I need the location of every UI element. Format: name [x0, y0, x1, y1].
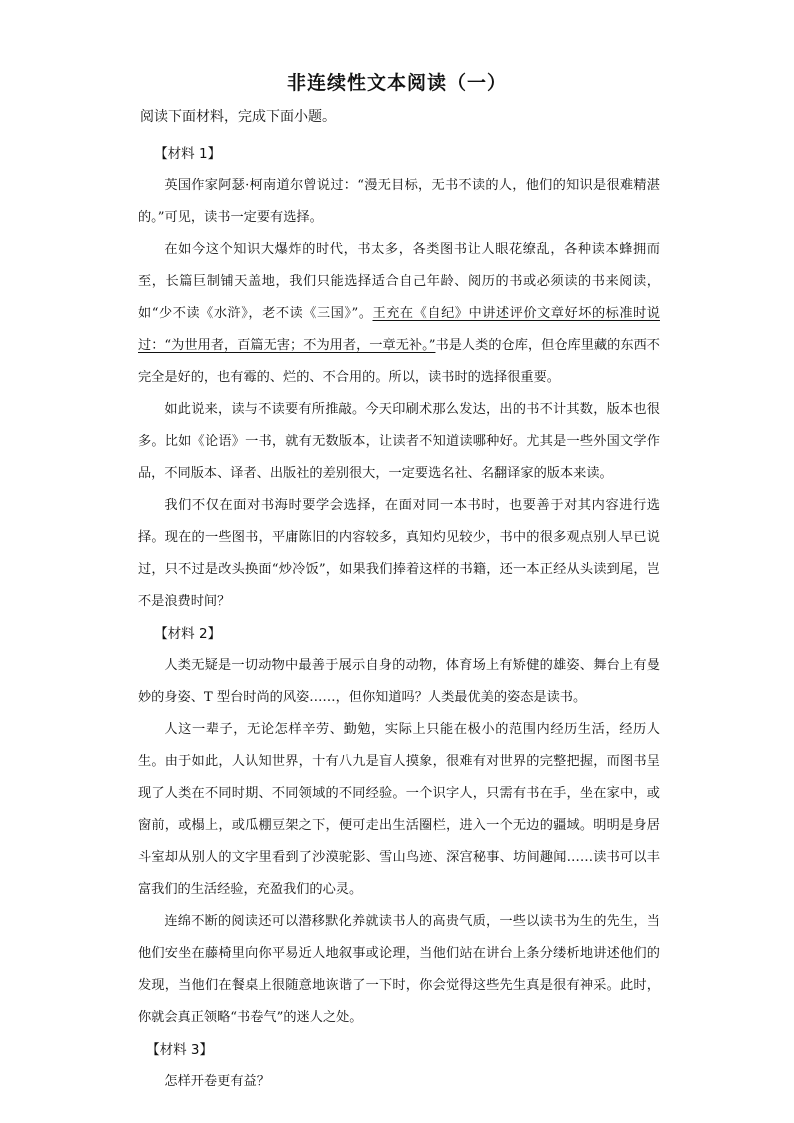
material-3-paragraph-1: 怎样开卷更有益？ [164, 1074, 270, 1089]
reading-material [138, 138, 660, 1098]
material-2-paragraph-1: 人类无疑是一切动物中最善于展示自身的动物，体育场上有矫健的雄姿、舞台上有曼妙的身姿、T 型台时尚的风姿……，但你知道吗？人类最优美的姿态是读书。 [138, 658, 660, 705]
material-2-paragraph-3: 连绵不断的阅读还可以潜移默化养就读书人的高贵气质，一些以读书为生的先生，当他们安坐在藤椅里向你平易近人地叙事或论理，当他们站在讲台上条分缕析地讲述他们的发现，当他们在餐桌上很随意地诙谐了一下时，你会觉得这些先生真是很有神采。此时，你就会真正领略“书卷气”的迷人之处。 [138, 914, 660, 1025]
material-3-heading: 【材料 3】 [146, 1042, 213, 1058]
underlined-quote: 王充在《自纪》中讲述评价文章好坏的标准时说过：“为世用者，百篇无害；不为用者，一章无补。” [138, 306, 660, 353]
material-1-paragraph-3: 如此说来，读与不读要有所推敲。今天印刷术那么发达，出的书不计其数，版本也很多。比如《论语》一书，就有无数版本，让读者不知道读哪种好。尤其是一些外国文学作品，不同版本、译者、出版社的差别很大，一定要选名社、名翻译家的版本来读。 [138, 402, 660, 481]
material-1-paragraph-4: 我们不仅在面对书海时要学会选择，在面对同一本书时，也要善于对其内容进行选择。现在的一些图书，平庸陈旧的内容较多，真知灼见较少，书中的很多观点别人早已说过，只不过是改头换面“炒冷饭”，如果我们捧着这样的书籍，还一本正经从头读到尾，岂不是浪费时间？ [138, 498, 660, 609]
material-1-paragraph-2 [138, 234, 660, 394]
page-title: 非连续性文本阅读（一） [286, 72, 507, 94]
material-1-paragraph-2-part-1: 在如今这个知识大爆炸的时代，书太多，各类图书让人眼花缭乱，各种读本蜂拥而至，长篇巨制铺天盖地，我们只能选择适合自己年龄、阅历的书或必须读的书来阅读，如“少不读《水浒》，老不读《三国》”。 [138, 242, 660, 321]
material-1-heading: 【材料 1】 [154, 146, 222, 162]
instruction-text: 阅读下面材料，完成下面小题。 [140, 109, 336, 125]
material-1-paragraph-2-part-2: 书是人类的仓库，但仓库里藏的东西不完全是好的，也有霉的、烂的、不合用的。所以，读书时的选择很重要。 [138, 338, 660, 385]
material-2-heading: 【材料 2】 [154, 626, 222, 642]
material-2-paragraph-2: 人这一辈子，无论怎样辛劳、勤勉，实际上只能在极小的范围内经历生活，经历人生。由于如此，人认知世界，十有八九是盲人摸象，很难有对世界的完整把握，而图书呈现了人类在不同时期、不同领域的不同经验。一个识字人，只需有书在手，坐在家中，或窗前，或榻上，或瓜棚豆架之下，便可走出生活圈栏，进入一个无边的疆域。明明是身居斗室却从别人的文字里看到了沙漠驼影、雪山鸟迹、深宫秘事、坊间趣闻……读书可以丰富我们的生活经验，充盈我们的心灵。 [138, 722, 660, 897]
material-1-paragraph-1: 英国作家阿瑟·柯南道尔曾说过：“漫无目标，无书不读的人，他们的知识是很难精湛的。”可见，读书一定要有选择。 [138, 178, 660, 225]
